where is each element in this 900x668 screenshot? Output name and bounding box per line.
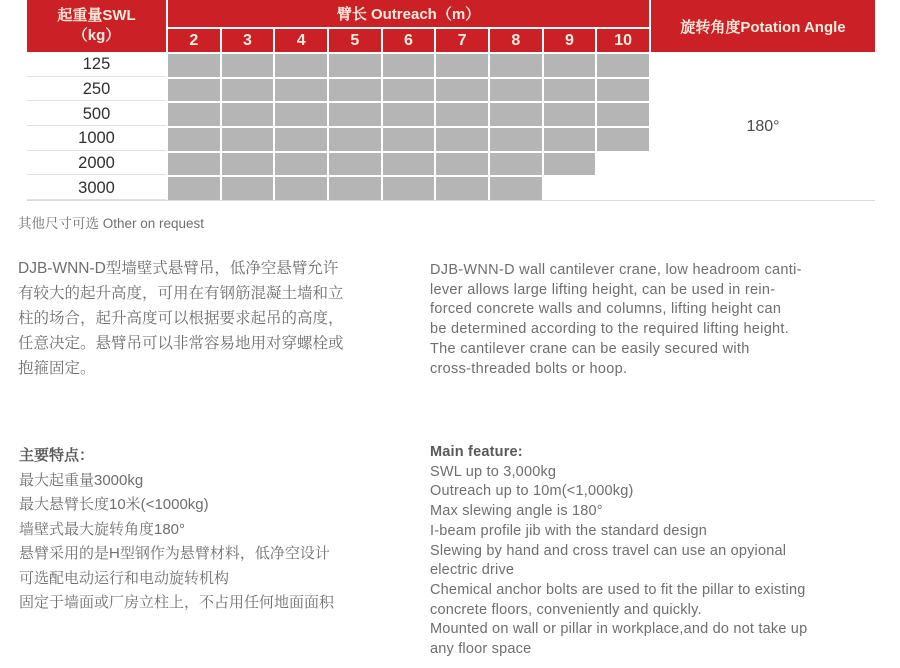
text-line: any floor space (430, 641, 532, 658)
outreach-col-header: 10 (597, 29, 649, 52)
text-line: DJB-WNN-D wall cantilever crane, low headroom canti- (430, 262, 802, 278)
available-cell (383, 128, 435, 151)
available-cell (436, 79, 488, 102)
features-english (430, 443, 895, 660)
description-english (430, 261, 892, 379)
features-chinese-title: 主要特点： (19, 447, 95, 464)
available-cell (383, 103, 435, 126)
available-cell (436, 153, 488, 176)
description-chinese (18, 256, 418, 381)
available-cell (168, 128, 220, 151)
text-line: lever allows large lifting height, can be used in rein- (430, 281, 776, 298)
available-cell (490, 153, 542, 176)
swl-value-cell: 2000 (27, 153, 166, 176)
available-cell (275, 79, 327, 102)
text-line: Outreach up to 10m(<1,000kg) (430, 483, 634, 500)
available-cell (329, 128, 381, 151)
available-cell (275, 153, 327, 176)
available-cell (383, 54, 435, 77)
outreach-col-header: 6 (383, 29, 435, 52)
features-english-title: Main feature: (430, 444, 523, 460)
available-cell (544, 79, 596, 102)
swl-header-line2: （kg） (72, 27, 121, 44)
outreach-col-header: 2 (168, 29, 220, 52)
text-line: concrete floors, conveniently and quickly. (430, 601, 702, 618)
text-line: 可选配电动运行和电动旋转机构 (19, 569, 230, 587)
text-line: Mounted on wall or pillar in workplace,and do not take up (430, 621, 808, 638)
available-cell (329, 54, 381, 77)
unavailable-cell (597, 153, 649, 176)
available-cell (597, 54, 649, 77)
available-cell (544, 153, 596, 176)
text-line: Slewing by hand and cross travel can use an opyional (430, 542, 787, 559)
swl-value-cell: 125 (27, 54, 166, 77)
text-line: I-beam profile jib with the standard design (430, 522, 707, 539)
text-line: Max slewing angle is 180° (430, 503, 603, 520)
text-line: The cantilever crane can be easily secured with (430, 340, 750, 357)
available-cell (168, 103, 220, 126)
swl-value-cell: 1000 (27, 128, 166, 151)
outreach-col-header: 3 (222, 29, 274, 52)
available-cell (544, 128, 596, 151)
available-cell (383, 79, 435, 102)
available-cell (329, 153, 381, 176)
swl-value-cell: 3000 (27, 177, 166, 200)
available-cell (275, 128, 327, 151)
available-cell (436, 54, 488, 77)
available-cell (329, 79, 381, 102)
text-line: forced concrete walls and columns, lifting height can (430, 301, 782, 318)
available-cell (168, 177, 220, 200)
available-cell (597, 79, 649, 102)
available-cell (168, 153, 220, 176)
available-cell (490, 79, 542, 102)
swl-outreach-table (27, 0, 875, 201)
available-cell (544, 54, 596, 77)
text-line: be determined according to the required lifting height. (430, 321, 790, 338)
available-cell (168, 54, 220, 77)
text-line: 有较大的起升高度，可用在有钢筋混凝土墙和立 (18, 285, 344, 302)
text-line: 柱的场合，起升高度可以根据要求起吊的高度， (18, 310, 344, 327)
outreach-col-header: 9 (544, 29, 596, 52)
other-sizes-note: 其他尺寸可选 Other on request (18, 216, 205, 231)
outreach-col-header: 4 (275, 29, 327, 52)
features-chinese (19, 444, 419, 616)
swl-value-cell: 500 (27, 103, 166, 126)
text-line: 墙壁式最大旋转角度180° (19, 520, 186, 538)
outreach-col-header: 5 (329, 29, 381, 52)
available-cell (222, 153, 274, 176)
available-cell (222, 103, 274, 126)
swl-value-cell: 250 (27, 79, 166, 102)
available-cell (436, 128, 488, 151)
available-cell (168, 79, 220, 102)
available-cell (436, 103, 488, 126)
available-cell (383, 153, 435, 176)
text-line: electric drive (430, 562, 515, 579)
text-line: 悬臂采用的是H型钢作为悬臂材料，低净空设计 (19, 545, 330, 562)
text-line: 抱箍固定。 (18, 360, 96, 377)
available-cell (490, 177, 542, 200)
rotation-angle-value: 180° (651, 54, 875, 200)
features-chinese-list (19, 469, 419, 616)
available-cell (490, 103, 542, 126)
outreach-header: 臂长 Outreach（m） (168, 0, 649, 27)
available-cell (383, 177, 435, 200)
available-cell (329, 177, 381, 200)
text-line: DJB-WNN-D型墙壁式悬臂吊，低净空悬臂允许 (18, 260, 339, 277)
available-cell (597, 103, 649, 126)
unavailable-cell (597, 177, 649, 200)
available-cell (222, 79, 274, 102)
rotation-angle-header: 旋转角度Potation Angle (651, 0, 875, 52)
available-cell (275, 103, 327, 126)
swl-header-line1: 起重量SWL (57, 7, 136, 24)
text-line: Chemical anchor bolts are used to fit the pillar to existing (430, 581, 806, 598)
features-english-list (430, 463, 895, 660)
available-cell (597, 128, 649, 151)
available-cell (275, 54, 327, 77)
available-cell (222, 177, 274, 200)
text-line: 最大起重量3000kg (19, 471, 144, 489)
available-cell (490, 128, 542, 151)
available-cell (544, 103, 596, 126)
available-cell (222, 54, 274, 77)
outreach-col-header: 8 (490, 29, 542, 52)
available-cell (490, 54, 542, 77)
outreach-col-header: 7 (436, 29, 488, 52)
available-cell (222, 128, 274, 151)
available-cell (329, 103, 381, 126)
swl-column-header (27, 0, 166, 52)
text-line: cross-threaded bolts or hoop. (430, 360, 628, 377)
text-line: 任意决定。悬臂吊可以非常容易地用对穿螺栓或 (18, 335, 344, 352)
text-line: 固定于墙面或厂房立柱上，不占用任何地面面积 (19, 594, 335, 611)
text-line: SWL up to 3,000kg (430, 463, 557, 480)
unavailable-cell (544, 177, 596, 200)
available-cell (275, 177, 327, 200)
available-cell (436, 177, 488, 200)
text-line: 最大悬臂长度10米(<1000kg) (19, 496, 209, 513)
